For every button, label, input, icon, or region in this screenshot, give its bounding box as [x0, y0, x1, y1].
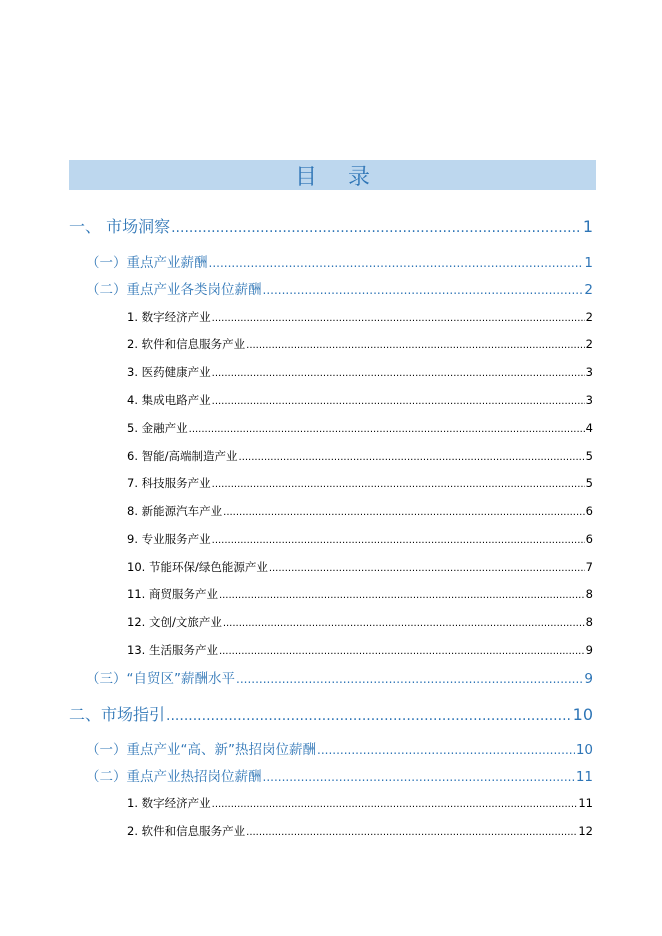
dot-leader [189, 424, 585, 435]
dot-leader [246, 340, 585, 351]
toc-entry[interactable] [86, 738, 593, 758]
toc-entry-label: 二、市场指引 [69, 705, 166, 724]
dot-leader [171, 220, 582, 236]
toc-entry-label: 8. 新能源汽车产业 [127, 504, 223, 518]
toc-entry[interactable] [127, 475, 593, 491]
toc-entry-label: （二）重点产业热招岗位薪酬 [86, 769, 262, 785]
toc-entry-page: 3 [585, 365, 593, 379]
toc-entry[interactable] [127, 531, 593, 547]
toc-entry-page: 11 [575, 769, 593, 785]
dot-leader [212, 799, 578, 810]
toc-entry-label: 5. 金融产业 [127, 421, 188, 435]
dot-leader [239, 452, 585, 463]
toc-entry-label: 1. 数字经济产业 [127, 796, 211, 810]
toc-entry[interactable] [127, 392, 593, 408]
dot-leader [219, 590, 585, 601]
toc-entry[interactable] [127, 823, 593, 839]
toc-entry-page: 1 [584, 255, 593, 271]
toc-entry-label: 11. 商贸服务产业 [127, 587, 218, 601]
toc-entry[interactable] [127, 448, 593, 464]
toc-title: 目 录 [295, 164, 382, 190]
toc-entry[interactable] [86, 251, 593, 271]
toc-entry-page: 11 [578, 796, 593, 810]
toc-entry-label: （三）“自贸区”薪酬水平 [86, 671, 235, 687]
dot-leader [209, 256, 584, 270]
dot-leader [269, 563, 585, 574]
dot-leader [317, 743, 575, 757]
toc-entry-page: 10 [572, 705, 593, 724]
toc-entry-page: 6 [585, 504, 593, 518]
dot-leader [263, 283, 584, 297]
toc-entry[interactable] [127, 795, 593, 811]
toc-entry-page: 4 [585, 421, 593, 435]
toc-entry[interactable] [86, 278, 593, 298]
toc-entry[interactable] [127, 586, 593, 602]
toc-entry[interactable] [69, 702, 593, 725]
toc-entry-page: 9 [585, 643, 593, 657]
toc-entry-label: 4. 集成电路产业 [127, 393, 211, 407]
toc-entry-page: 8 [585, 587, 593, 601]
dot-leader [236, 672, 583, 686]
toc-entry[interactable] [86, 667, 593, 687]
toc-entry[interactable] [127, 420, 593, 436]
toc-entry-page: 7 [585, 560, 593, 574]
toc-entry-label: （二）重点产业各类岗位薪酬 [86, 282, 262, 298]
toc-entry-page: 3 [585, 393, 593, 407]
toc-entry-page: 6 [585, 532, 593, 546]
toc-entry-label: 10. 节能环保/绿色能源产业 [127, 560, 268, 574]
dot-leader [223, 507, 585, 518]
dot-leader [219, 646, 585, 657]
toc-entry-page: 8 [585, 615, 593, 629]
toc-entry[interactable] [69, 214, 593, 237]
toc-entry[interactable] [127, 503, 593, 519]
toc-entry[interactable] [86, 765, 593, 785]
toc-entry-page: 1 [582, 217, 593, 236]
toc-entry-label: （一）重点产业“高、新”热招岗位薪酬 [86, 742, 316, 758]
toc-entry-label: 12. 文创/文旅产业 [127, 615, 222, 629]
dot-leader [223, 618, 585, 629]
dot-leader [166, 708, 572, 724]
toc-entry[interactable] [127, 614, 593, 630]
toc-entry-label: 7. 科技服务产业 [127, 476, 211, 490]
toc-entry[interactable] [127, 559, 593, 575]
toc-entry-label: 一、 市场洞察 [69, 217, 171, 236]
toc-entry-page: 2 [585, 337, 593, 351]
dot-leader [263, 770, 575, 784]
dot-leader [246, 827, 577, 838]
toc-entry-page: 12 [578, 824, 593, 838]
toc-entry-label: 3. 医药健康产业 [127, 365, 211, 379]
toc-title-band [69, 160, 596, 190]
toc-entry-page: 5 [585, 476, 593, 490]
dot-leader [212, 535, 585, 546]
toc-entry-page: 2 [584, 282, 593, 298]
toc-entry-label: 2. 软件和信息服务产业 [127, 824, 246, 838]
toc-entry-label: 1. 数字经济产业 [127, 310, 211, 324]
toc-entry-page: 2 [585, 310, 593, 324]
toc-entry[interactable] [127, 364, 593, 380]
toc-entry-label: （一）重点产业薪酬 [86, 255, 208, 271]
dot-leader [212, 313, 585, 324]
toc-entry-label: 9. 专业服务产业 [127, 532, 211, 546]
toc-entry-label: 13. 生活服务产业 [127, 643, 218, 657]
toc-entry-page: 10 [575, 742, 593, 758]
dot-leader [212, 368, 585, 379]
toc-entry[interactable] [127, 642, 593, 658]
toc-entry[interactable] [127, 336, 593, 352]
toc-entry[interactable] [127, 309, 593, 325]
dot-leader [212, 396, 585, 407]
toc-entry-page: 5 [585, 449, 593, 463]
toc-entry-page: 9 [584, 671, 593, 687]
toc-entry-label: 2. 软件和信息服务产业 [127, 337, 246, 351]
toc-entry-label: 6. 智能/高端制造产业 [127, 449, 238, 463]
dot-leader [212, 479, 585, 490]
